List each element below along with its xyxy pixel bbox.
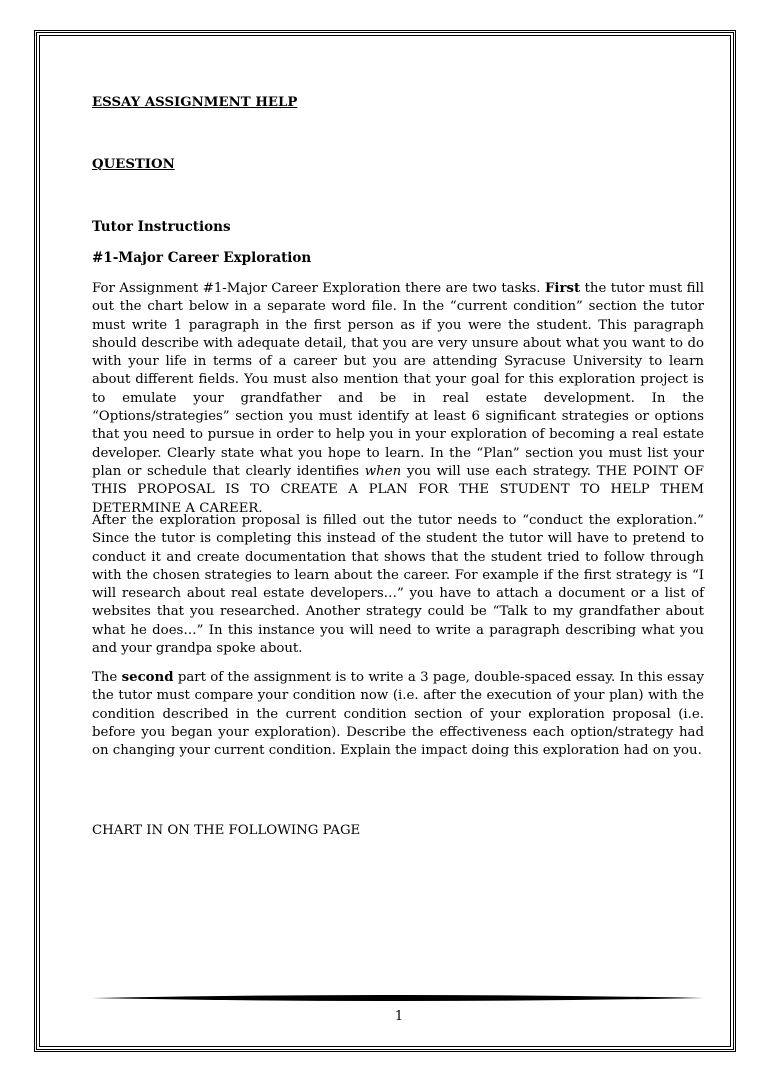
paragraph-2 [92,512,704,658]
paragraph-3-text-a: The [92,670,122,685]
paragraph-3 [92,669,704,760]
paragraph-1 [92,280,704,518]
paragraph-3-text-b: part of the assignment is to write a 3 page, double-spaced essay. In this essay the tutor must compare your condition now (i.e. after the execution of your plan) with the condition described in the current condition section of your exploration proposal (i.e. before you began your exploration). Describe the effectiveness each option/strategy had on changing your current condition. Explain the impact doing this exploration had on you. [92,670,704,759]
document-title: ESSAY ASSIGNMENT HELP [92,95,298,110]
paragraph-1-text-b: the tutor must fill out the chart below in a separate word file. In the “current condition” section the tutor must write 1 paragraph in the first person as if you were the student. This paragraph should describe with adequate detail, that you are very unsure about what you want to do with your life in terms of a career but you are attending Syracuse University to learn about different fields. You must also mention that your goal for this exploration project is to emulate your grandfather and be in real estate development. In the “Options/strategies” section you must identify at least 6 significant strategies or options that you need to pursue in order to help you in your exploration of becoming a real estate developer. Clearly state what you hope to learn. In the “Plan” section you must list your plan or schedule that clearly identifies [92,281,704,479]
paragraph-3-bold-second: second [121,670,174,685]
question-heading: QUESTION [92,157,175,172]
tutor-instructions-heading: Tutor Instructions [92,219,231,235]
paragraph-2-text: After the exploration proposal is filled out the tutor needs to “conduct the exploration.” Since the tutor is completing this instead of the student the tutor will have to pretend to conduct it and create documentation that shows that the student tried to follow through with the chosen strategies to learn about the career. For example if the first strategy is “I will research about real estate developers…” you have to attach a document or a list of websites that you researched. Another strategy could be “Talk to my grandfather about what he does…” In this instance you will need to write a paragraph describing what you and your grandpa spoke about. [92,513,704,657]
page-number: 1 [394,1009,404,1024]
paragraph-1-text-c: you will use each strategy. THE POINT OF THIS PROPOSAL IS TO CREATE A PLAN FOR THE STUDENT TO HELP THEM DETERMINE A CAREER. [92,463,704,516]
chart-note: CHART IN ON THE FOLLOWING PAGE [92,823,361,838]
section-heading: #1-Major Career Exploration [92,250,312,266]
footer-rule [92,993,704,1003]
paragraph-1-italic-when: when [364,463,402,479]
paragraph-1-bold-first: First [544,281,581,296]
paragraph-1-text-a: For Assignment #1-Major Career Exploration there are two tasks. [92,281,545,296]
